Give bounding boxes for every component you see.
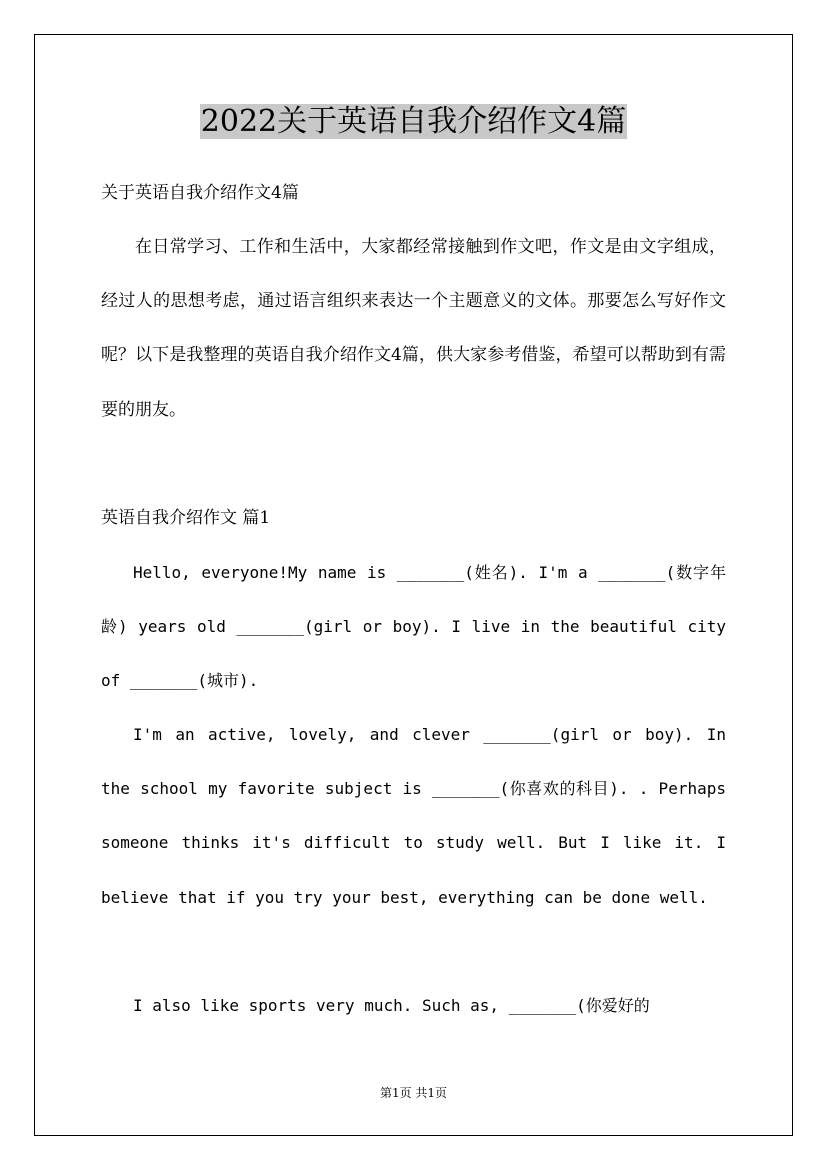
section-heading: 英语自我介绍作文 篇1 [101,508,271,528]
document-title [0,100,827,144]
page-footer: 第1页 共1页 [379,1086,448,1100]
paragraph-3: I also like sports very much. Such as, _______(你爱好的 [133,996,650,1015]
subtitle: 关于英语自我介绍作文4篇 [101,183,299,203]
paragraph-1: Hello, everyone!My name is _______(姓名). I'm a _______(数字年龄) years old _______(girl or boy). I live in the beautiful city of _______(城市). [101,563,726,691]
paragraph-2: I'm an active, lovely, and clever _______(girl or boy). In the school my favorite subject is _______(你喜欢的科目). . Perhaps someone thinks it's difficult to study well. But I like it. I believe that if you try your best, everything can be done well. [101,725,726,907]
intro-paragraph: 在日常学习、工作和生活中，大家都经常接触到作文吧，作文是由文字组成，经过人的思想考虑，通过语言组织来表达一个主题意义的文体。那要怎么写好作文呢？以下是我整理的英语自我介绍作文4篇，供大家参考借鉴，希望可以帮助到有需要的朋友。 [101,237,726,420]
document-title-text: 2022关于英语自我介绍作文4篇 [200,104,627,139]
